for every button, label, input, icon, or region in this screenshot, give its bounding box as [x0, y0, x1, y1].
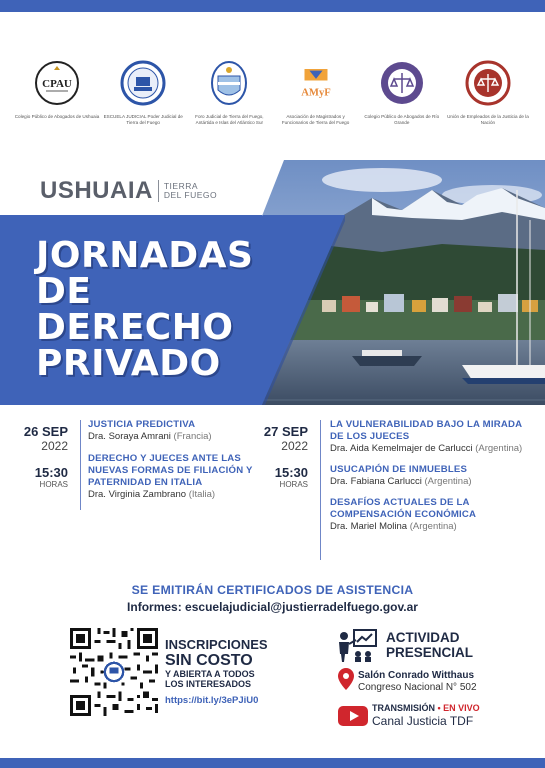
- speaker-name: Dra. Fabiana Carlucci: [330, 476, 422, 487]
- foro-jueces-logo-icon: [206, 60, 252, 106]
- day-year: 2022: [41, 439, 68, 453]
- city-subtitle-line-1: TIERRA: [163, 181, 199, 191]
- logo-amyf: [273, 60, 359, 126]
- venue-address: Congreso Nacional N° 502: [358, 682, 477, 693]
- inscription-line-1: INSCRIPCIONES: [165, 637, 268, 652]
- talk-speaker: [330, 443, 530, 455]
- speaker-country: (Argentina): [409, 521, 457, 532]
- inscription-line-2: SIN COSTO: [165, 652, 253, 669]
- city-name: USHUAIA: [40, 177, 153, 204]
- logo-caption: Asociación de Magistrados y Funcionarios de Tierra del Fuego: [281, 114, 350, 125]
- city-subtitle: [164, 182, 217, 200]
- city-subtitle-line-2: DEL FUEGO: [163, 190, 218, 200]
- speaker-name: Dra. Virginia Zambrano: [88, 489, 187, 500]
- speaker-country: (Italia): [188, 489, 216, 500]
- talk-speaker: [88, 431, 258, 443]
- inscription-info: [165, 638, 315, 706]
- logo-caption: Colegio Público de Abogados de Ushuaia: [14, 114, 100, 119]
- day-date: 27 SEP: [263, 424, 308, 439]
- day-time: 15:30: [34, 465, 68, 480]
- venue-info: [358, 670, 477, 694]
- title-line-privado: PRIVADO: [36, 343, 221, 384]
- youtube-icon[interactable]: [338, 706, 368, 726]
- qr-code-icon[interactable]: [70, 628, 158, 716]
- logo-cpau: [14, 60, 100, 126]
- union-empleados-logo-icon: [465, 60, 511, 106]
- stream-label: [372, 703, 480, 714]
- city-wordmark: [40, 177, 217, 205]
- activity-line-1: ACTIVIDAD: [386, 630, 460, 645]
- activity-mode: [386, 630, 473, 660]
- talk-title: LA VULNERABILIDAD BAJO LA MIRADA DE LOS JUECES: [330, 419, 522, 442]
- logo-escuela-judicial: [100, 60, 186, 126]
- speaker-name: Dra. Soraya Amrani: [88, 431, 171, 442]
- logo-union-empleados: [445, 60, 531, 126]
- top-accent-bar: [0, 0, 545, 12]
- talk-item: [330, 464, 530, 488]
- talk-title: JUSTICIA PREDICTIVA: [88, 419, 196, 430]
- talk-speaker: [88, 489, 258, 501]
- day-1-datetime: [16, 424, 68, 489]
- talk-title: USUCAPIÓN DE INMUEBLES: [330, 464, 468, 475]
- cpau-logo-icon: [34, 60, 80, 106]
- location-pin-icon: [338, 668, 354, 690]
- talk-item: [330, 419, 530, 455]
- activity-line-2: PRESENCIAL: [386, 645, 474, 660]
- stream-label-text: TRANSMISIÓN: [372, 703, 435, 713]
- stream-info: [372, 703, 480, 728]
- cpa-rio-grande-logo-icon: [379, 60, 425, 106]
- day-2-divider: [320, 420, 321, 560]
- talk-title: DESAFÍOS ACTUALES DE LA COMPENSACIÓN ECONÓMICA: [330, 497, 477, 520]
- escuela-judicial-logo-icon: [120, 60, 166, 106]
- talk-speaker: [330, 476, 530, 488]
- svg-text:AMyF: AMyF: [300, 86, 331, 99]
- talk-item: [88, 453, 258, 501]
- panel-corner: [262, 160, 342, 216]
- event-title: [36, 235, 254, 384]
- day-date: 26 SEP: [23, 424, 68, 439]
- presentation-icon: [338, 628, 378, 662]
- live-badge: • EN VIVO: [437, 703, 480, 713]
- speaker-country: (Argentina): [424, 476, 472, 487]
- contact-email[interactable]: Informes: escuelajudicial@justierradelfuego.gov.ar: [127, 600, 418, 614]
- bottom-accent-bar: [0, 758, 545, 768]
- day-time-unit: HORAS: [279, 480, 308, 489]
- stream-channel[interactable]: Canal Justicia TDF: [372, 714, 474, 728]
- logo-caption: Unión de Empleados de la Justicia de la Nación: [447, 114, 529, 125]
- day-time-unit: HORAS: [39, 480, 68, 489]
- title-line-de: DE: [36, 271, 92, 312]
- day-year: 2022: [281, 439, 308, 453]
- logo-caption: Colegio Público de Abogados de Río Grande: [364, 114, 440, 125]
- talk-title: DERECHO Y JUECES ANTE LAS NUEVAS FORMAS DE FILIACIÓN Y PATERNIDAD EN ITALIA: [88, 453, 253, 488]
- speaker-country: (Francia): [173, 431, 212, 442]
- title-line-jornadas: JORNADAS: [36, 235, 254, 276]
- inscription-link[interactable]: https://bit.ly/3ePJiU0: [165, 695, 259, 706]
- talk-item: [88, 419, 258, 443]
- day-time: 15:30: [274, 465, 308, 480]
- venue-name: Salón Conrado Witthaus: [358, 670, 475, 681]
- amyf-logo-icon: [293, 60, 339, 106]
- logo-cpa-rio-grande: [359, 60, 445, 126]
- day-2-talks: [330, 419, 530, 542]
- city-separator: [158, 180, 159, 202]
- day-2-datetime: [256, 424, 308, 489]
- talk-speaker: [330, 521, 530, 533]
- title-line-derecho: DERECHO: [36, 307, 234, 348]
- logo-caption: ESCUELA JUDICIAL Poder Judicial de Tierra del Fuego: [103, 114, 183, 125]
- logo-caption: Foro Judicial de Tierra del Fuego, Antártida e Islas del Atlántico Sur: [195, 114, 264, 125]
- institution-logos: [14, 60, 531, 126]
- speaker-country: (Argentina): [475, 443, 523, 454]
- speaker-name: Dra. Aida Kemelmajer de Carlucci: [330, 443, 473, 454]
- logo-foro-jueces: [186, 60, 272, 126]
- certificates-notice: SE EMITIRÁN CERTIFICADOS DE ASISTENCIA: [131, 583, 414, 597]
- day-1-divider: [80, 420, 81, 510]
- speaker-name: Dra. Mariel Molina: [330, 521, 408, 532]
- day-1-talks: [88, 419, 258, 510]
- talk-item: [330, 497, 530, 533]
- inscription-line-4: LOS INTERESADOS: [165, 679, 252, 689]
- svg-text:CPAU: CPAU: [42, 78, 72, 90]
- inscription-line-3: Y ABIERTA A TODOS: [165, 669, 255, 679]
